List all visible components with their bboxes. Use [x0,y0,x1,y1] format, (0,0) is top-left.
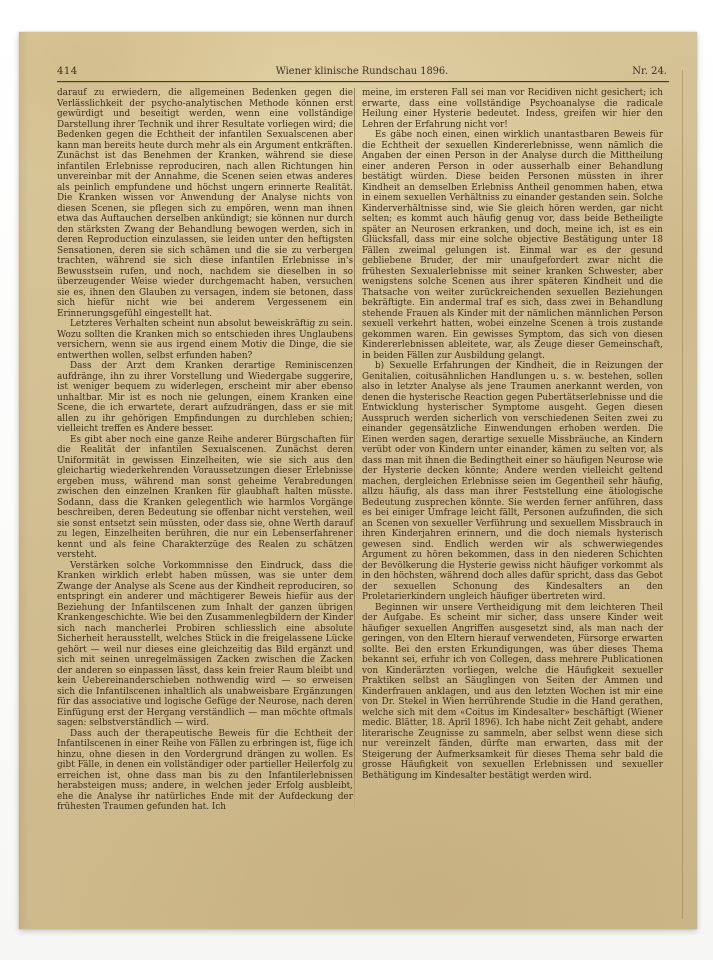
paragraph: meine, im ersteren Fall sei man vor Recidiven nicht gesichert; ich erwarte, dass eine vollständige Psychoanalyse die radicale Heilung einer Hysterie bedeutet. Indess, greifen wir hier den Lehren der Erfahrung nicht vor! [362,88,663,130]
column-divider [354,88,355,813]
text-columns [57,88,670,813]
paragraph: Letzteres Verhalten scheint nun absolut beweiskräftig zu sein. Wozu sollten die Kranken mich so entschieden ihres Unglaubens versichern, wenn sie aus irgend einem Motiv die Dinge, die sie entwerthen wollen, selbst erfunden haben? [57,319,353,361]
right-column [362,88,663,813]
issue-number: Nr. 24. [632,66,667,77]
paragraph: b) Sexuelle Erfahrungen der Kindheit, die in Reizungen der Genitalien, coitusähnlichen Handlungen u. s. w. bestehen, sollen also in letzter Analyse als jene Traumen anerkannt werden, von denen die hysterische Reaction gegen Pubertätserlebnisse und die Entwicklung hysterischer Symptome ausgeht. Gegen diesen Ausspruch werden sicherlich von verschiedenen Seiten zwei zu einander gegensätzliche Einwendungen erhoben werden. Die Einen werden sagen, derartige sexuelle Missbräuche, an Kindern verübt oder von Kindern unter einander, kämen zu selten vor, als dass man mit ihnen die Bedingtheit einer so häufigen Neurose wie der Hysterie decken könnte; Andere werden vielleicht geltend machen, dergleichen Erlebnisse seien im Gegentheil sehr häufig, allzu häufig, als dass man ihrer Feststellung eine ätiologische Bedeutung zusprechen könnte. Sie werden ferner anführen, dass es bei einiger Umfrage leicht fällt, Personen aufzufinden, die sich an Scenen von sexueller Verführung und sexuellem Missbrauch in ihren Kinderjahren erinnern, und die doch niemals hysterisch gewesen sind. Endlich werden wir als schwerwiegendes Argument zu hören bekommen, dass in den niederen Schichten der Bevölkerung die Hysterie gewiss nicht häufiger vorkommt als in den höchsten, während doch alles dafür spricht, dass das Gebot der sexuellen Schonung des Kindesalters an den Proletarierkindern ungleich häufiger übertreten wird. [362,361,663,602]
paragraph: darauf zu erwiedern, die allgemeinen Bedenken gegen die Verlässlichkeit der psycho-analytischen Methode können erst gewürdigt und beseitigt werden, wenn eine vollständige Darstellung ihrer Technik und ihrer Resultate vorliegen wird; die Bedenken gegen die Echtheit der infantilen Sexualscenen aber kann man bereits heute durch mehr als ein Argument entkräften. Zunächst ist das Benehmen der Kranken, während sie diese infantilen Erlebnisse reproduciren, nach allen Richtungen hin unvereinbar mit der Annahme, die Scenen seien etwas anderes als peinlich empfundene und höchst ungern erinnerte Realität. Die Kranken wissen vor Anwendung der Analyse nichts von diesen Scenen, sie pflegen sich zu empören, wenn man ihnen etwa das Auftauchen derselben ankündigt; sie können nur durch den stärksten Zwang der Behandlung bewogen werden, sich in deren Reproduction einzulassen, sie leiden unter den heftigsten Sensationen, deren sie sich schämen und die sie zu verbergen trachten, während sie sich diese infantilen Erlebnisse in's Bewusstsein rufen, und noch, nachdem sie dieselben in so überzeugender Weise wieder durchgemacht haben, versuchen sie es, ihnen den Glauben zu versagen, indem sie betonen, dass sich hiefür nicht wie bei anderem Vergessenem ein Erinnerungsgefühl eingestellt hat. [57,88,353,319]
header-rule [57,81,669,82]
paragraph: Es gibt aber noch eine ganze Reihe anderer Bürgschaften für die Realität der infantilen Sexualscenen. Zunächst deren Uniformität in gewissen Einzelheiten, wie sie sich aus den gleichartig wiederkehrenden Voraussetzungen dieser Erlebnisse ergeben muss, während man sonst geheime Verabredungen zwischen den einzelnen Kranken für glaubhaft halten müsste. Sodann, dass die Kranken gelegentlich wie harmlos Vorgänge beschreiben, deren Bedeutung sie offenbar nicht verstehen, weil sie sonst entsetzt sein müssten, oder dass sie, ohne Werth darauf zu legen, Einzelheiten berühren, die nur ein Lebenserfahrener kennt und als feine Charakterzüge des Realen zu schätzen versteht. [57,434,353,560]
paragraph: Es gäbe noch einen, einen wirklich unantastbaren Beweis für die Echtheit der sexuellen Kindererlebnisse, wenn nämlich die Angaben der einen Person in der Analyse durch die Mittheilung einer anderen Person in oder ausserhalb einer Behandlung bestätigt würden. Diese beiden Personen müssten in ihrer Kindheit an demselben Erlebniss Antheil genommen haben, etwa in einem sexuellen Verhältniss zu einander gestanden sein. Solche Kinderverhältnisse sind, wie Sie gleich hören werden, gar nicht selten; es kommt auch häufig genug vor, dass beide Betheiligte später an Neurosen erkranken, und doch, meine ich, ist es ein Glücksfall, dass mir eine solche objective Bestätigung unter 18 Fällen zweimal gelungen ist. Einmal war es der gesund gebliebene Bruder, der mir unaufgefordert zwar nicht die frühesten Sexualerlebnisse mit seiner kranken Schwester, aber wenigstens solche Scenen aus ihrer späteren Kindheit und die Thatsache von weiter zurückreichenden sexuellen Beziehungen bekräftigte. Ein andermal traf es sich, dass zwei in Behandlung stehende Frauen als Kinder mit der nämlichen männlichen Person sexuell verkehrt hatten, wobei einzelne Scenen à trois zustande gekommen waren. Ein gewisses Symptom, das sich von diesen Kindererlebnissen ableitete, war, als Zeuge dieser Gemeinschaft, in beiden Fällen zur Ausbildung gelangt. [362,130,663,361]
scanned-page [19,32,697,929]
journal-title: Wiener klinische Rundschau 1896. [275,66,449,77]
paragraph: Verstärken solche Vorkommnisse den Eindruck, dass die Kranken wirklich erlebt haben müssen, was sie unter dem Zwange der Analyse als Scene aus der Kindheit reproduciren, so entspringt ein anderer und mächtigerer Beweis hiefür aus der Beziehung der Infantilscenen zum Inhalt der ganzen übrigen Krankengeschichte. Wie bei den Zusammenlegbildern der Kinder sich nach mancherlei Probiren schliesslich eine absolute Sicherheit herausstellt, welches Stück in die freigelassene Lücke gehört — weil nur dieses eine gleichzeitig das Bild ergänzt und sich mit seinen unregelmässigen Zacken zwischen die Zacken der anderen so einpassen lässt, dass kein freier Raum bleibt und kein Uebereinanderschieben nothwendig wird — so erweisen sich die Infantilscenen inhaltlich als unabweisbare Ergänzungen für das associative und logische Gefüge der Neurose, nach deren Einfügung erst der Hergang verständlich — man möchte oftmals sagen: selbstverständlich — wird. [57,560,353,728]
paragraph: Dass auch der therapeutische Beweis für die Echtheit der Infantilscenen in einer Reihe von Fällen zu erbringen ist, füge ich hinzu, ohne diesen in den Vordergrund drängen zu wollen. Es gibt Fälle, in denen ein vollständiger oder partieller Heilerfolg zu erreichen ist, ohne dass man bis zu den Infantilerlebnissen herabsteigen muss; andere, in welchen jeder Erfolg ausbleibt, ehe die Analyse ihr natürliches Ende mit der Aufdeckung der frühesten Traumen gefunden hat. Ich [57,728,353,812]
paragraph: Dass der Arzt dem Kranken derartige Reminiscenzen aufdränge, ihn zu ihrer Vorstellung und Wiedergabe suggerire, ist weniger bequem zu widerlegen, erscheint mir aber ebenso unhaltbar. Mir ist es noch nie gelungen, einem Kranken eine Scene, die ich erwartete, derart aufzudrängen, dass er sie mit allen zu ihr gehörigen Empfindungen zu durchleben schien; vielleicht treffen es Andere besser. [57,361,353,434]
page-number: 414 [57,66,78,77]
left-column [57,88,353,813]
paragraph: Beginnen wir unsere Vertheidigung mit dem leichteren Theil der Aufgabe. Es scheint mir sicher, dass unsere Kinder weit häufiger sexuellen Angriffen ausgesetzt sind, als man nach der geringen, von den Eltern hierauf verwendeten, Fürsorge erwarten sollte. Bei den ersten Erkundigungen, was über dieses Thema bekannt sei, erfuhr ich von Collegen, dass mehrere Publicationen von Kinderärzten vorliegen, welche die Häufigkeit sexueller Praktiken selbst an Säuglingen von Seiten der Ammen und Kinderfrauen anklagen, und aus den letzten Wochen ist mir eine von Dr. Stekel in Wien herrührende Studie in die Hand gerathen, welche sich mit dem «Coitus im Kindesalter» beschäftigt (Wiener medic. Blätter, 18. April 1896). Ich habe nicht Zeit gehabt, andere literarische Zeugnisse zu sammeln, aber selbst wenn diese sich nur vereinzelt fänden, dürfte man erwarten, dass mit der Steigerung der Aufmerksamkeit für dieses Thema sehr bald die grosse Häufigkeit von sexuellen Erlebnissen und sexueller Bethätigung im Kindesalter bestätigt werden wird. [362,602,663,781]
page-header [57,66,667,77]
